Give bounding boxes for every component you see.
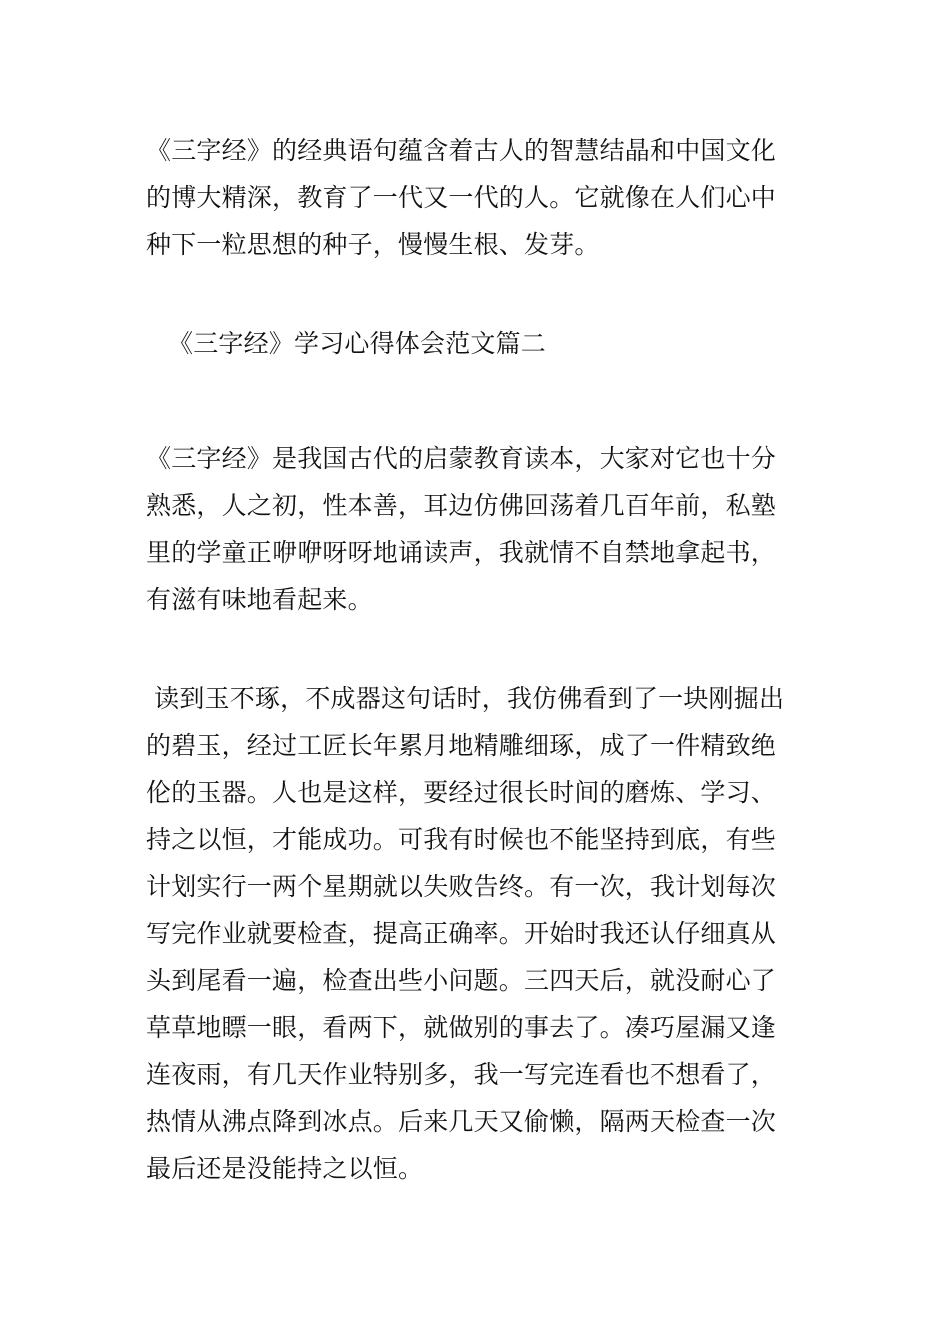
text-line: 热情从沸点降到冰点。后来几天又偷懒，隔两天检查一次 bbox=[146, 1107, 777, 1136]
text-line: 最后还是没能持之以恒。 bbox=[146, 1154, 424, 1183]
text-line: 《三字经》的经典语句蕴含着古人的智慧结晶和中国文化 bbox=[146, 136, 777, 165]
section-heading bbox=[146, 320, 806, 367]
text-line: 熟悉，人之初，性本善，耳边仿佛回荡着几百年前，私塾 bbox=[146, 491, 777, 520]
document-page bbox=[146, 127, 806, 1192]
paragraph-spacer bbox=[146, 623, 806, 675]
text-line: 的碧玉，经过工匠长年累月地精雕细琢，成了一件精致绝 bbox=[146, 731, 777, 760]
text-line: 有滋有味地看起来。 bbox=[146, 585, 373, 614]
heading-text: 《三字经》学习心得体会范文篇二 bbox=[168, 329, 547, 358]
text-line: 写完作业就要检查，提高正确率。开始时我还认仔细真从 bbox=[146, 919, 777, 948]
text-line: 计划实行一两个星期就以失败告终。有一次，我计划每次 bbox=[146, 872, 777, 901]
paragraph-1 bbox=[146, 127, 806, 268]
text-line: 《三字经》是我国古代的启蒙教育读本，大家对它也十分 bbox=[146, 444, 777, 473]
paragraph-3 bbox=[146, 675, 806, 1192]
text-line: 持之以恒，才能成功。可我有时候也不能坚持到底，有些 bbox=[146, 825, 777, 854]
text-line: 种下一粒思想的种子，慢慢生根、发芽。 bbox=[146, 230, 600, 259]
paragraph-spacer bbox=[146, 367, 806, 435]
text-line: 连夜雨，有几天作业特别多，我一写完连看也不想看了， bbox=[146, 1060, 777, 1089]
text-line: 里的学童正咿咿呀呀地诵读声，我就情不自禁地拿起书， bbox=[146, 538, 777, 567]
paragraph-2 bbox=[146, 435, 806, 623]
text-line: 伦的玉器。人也是这样，要经过很长时间的磨炼、学习、 bbox=[146, 778, 777, 807]
text-line: 草草地瞟一眼，看两下，就做别的事去了。凑巧屋漏又逢 bbox=[146, 1013, 777, 1042]
text-line: 头到尾看一遍，检查出些小问题。三四天后，就没耐心了 bbox=[146, 966, 777, 995]
text-line: 的博大精深，教育了一代又一代的人。它就像在人们心中 bbox=[146, 183, 777, 212]
text-line: 读到玉不琢，不成器这句话时，我仿佛看到了一块刚掘出 bbox=[146, 684, 785, 713]
paragraph-spacer bbox=[146, 268, 806, 320]
